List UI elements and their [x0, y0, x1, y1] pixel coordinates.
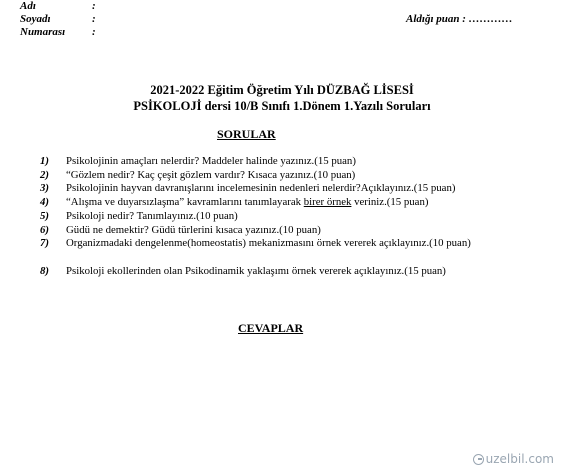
answers-heading: CEVAPLAR — [238, 321, 304, 335]
question-text: Psikolojinin hayvan davranışlarını incelemesinin nedenleri nelerdir?Açıklayınız.(15 puan) — [66, 182, 456, 194]
question-number: 1) — [40, 155, 49, 167]
question-text-underlined: birer örnek — [303, 196, 352, 208]
name-label: Adı — [20, 0, 36, 12]
question-number: 8) — [40, 265, 49, 277]
question-number: 5) — [40, 210, 49, 222]
watermark — [473, 452, 554, 466]
question-text-after: veriniz.(15 puan) — [351, 196, 429, 208]
number-colon: : — [92, 26, 96, 38]
surname-colon: : — [92, 13, 96, 25]
question-text: Organizmadaki dengelenme(homeostatis) mekanizmasını örnek vererek açıklayınız.(10 puan) — [66, 237, 471, 249]
questions-heading: SORULAR — [217, 127, 276, 141]
question-text: Psikoloji nedir? Tanımlayınız.(10 puan) — [66, 210, 238, 222]
exam-title-line2: PSİKOLOJİ dersi 10/B Sınıfı 1.Dönem 1.Yazılı Soruları — [133, 99, 431, 113]
score-label: Aldığı puan : ………… — [406, 13, 513, 25]
question-number: 6) — [40, 224, 49, 236]
question-text: Güdü ne demektir? Güdü türlerini kısaca yazınız.(10 puan) — [66, 224, 321, 236]
question-number: 4) — [40, 196, 49, 208]
name-colon: : — [92, 0, 96, 12]
question-text — [66, 197, 510, 208]
question-number: 3) — [40, 182, 49, 194]
surname-label: Soyadı — [20, 13, 51, 25]
question-text: Psikolojinin amaçları nelerdir? Maddeler halinde yazınız.(15 puan) — [66, 155, 356, 167]
question-number: 2) — [40, 169, 49, 181]
question-number: 7) — [40, 237, 49, 249]
watermark-text: uzelbil.com — [485, 452, 554, 466]
question-text-before: “Alışma ve duyarsızlaşma” kavramlarını tanımlayarak — [66, 196, 304, 208]
exam-title-line1: 2021-2022 Eğitim Öğretim Yılı DÜZBAĞ LİSESİ — [150, 83, 414, 97]
question-text: “Gözlem nedir? Kaç çeşit gözlem vardır? Kısaca yazınız.(10 puan) — [66, 169, 356, 181]
question-text: Psikoloji ekollerinden olan Psikodinamik yaklaşımı örnek vererek açıklayınız.(15 puan) — [66, 265, 446, 277]
number-label: Numarası — [20, 26, 66, 38]
g-logo-icon — [473, 454, 484, 465]
